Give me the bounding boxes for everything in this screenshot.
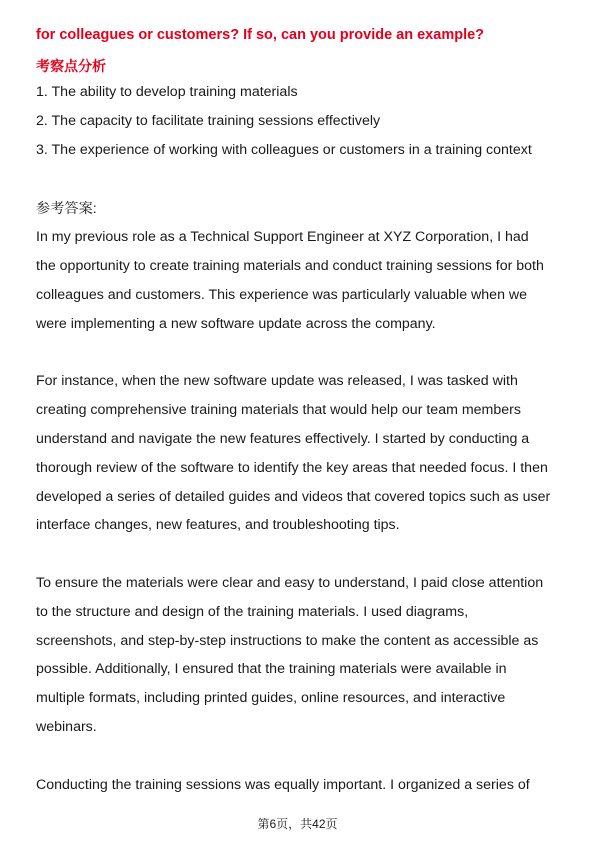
answer-line: For instance, when the new software update was released, I was tasked with [36,373,518,389]
answer-line: thorough review of the software to identify the key areas that needed focus. I then [36,460,548,476]
answer-line: In my previous role as a Technical Support Engineer at XYZ Corporation, I had [36,229,529,245]
analysis-point-2: 2. The capacity to facilitate training sessions effectively [36,113,381,129]
answer-line: were implementing a new software update across the company. [36,316,436,332]
analysis-heading: 考察点分析 [36,58,106,74]
answer-line: possible. Additionally, I ensured that the training materials were available in [36,661,507,677]
answer-line: webinars. [36,719,97,735]
answer-line: to the structure and design of the training materials. I used diagrams, [36,604,469,620]
answer-label: 参考答案: [36,201,97,217]
answer-line: the opportunity to create training materials and conduct training sessions for both [36,258,544,274]
page-number-footer: 第6页，共42页 [257,817,338,831]
answer-line: To ensure the materials were clear and easy to understand, I paid close attention [36,575,544,591]
analysis-point-3: 3. The experience of working with colleagues or customers in a training context [36,142,532,158]
answer-line: understand and navigate the new features effectively. I started by conducting a [36,431,530,447]
answer-line: creating comprehensive training materials that would help our team members [36,402,521,418]
answer-line: developed a series of detailed guides and videos that covered topics such as user [36,489,551,505]
question-text: for colleagues or customers? If so, can you provide an example? [36,27,485,43]
answer-line: Conducting the training sessions was equally important. I organized a series of [36,777,530,793]
answer-line: colleagues and customers. This experience was particularly valuable when we [36,287,528,303]
answer-line: interface changes, new features, and troubleshooting tips. [36,517,400,533]
answer-line: screenshots, and step-by-step instructions to make the content as accessible as [36,633,539,649]
answer-line: multiple formats, including printed guides, online resources, and interactive [36,690,506,706]
analysis-point-1: 1. The ability to develop training materials [36,84,298,100]
